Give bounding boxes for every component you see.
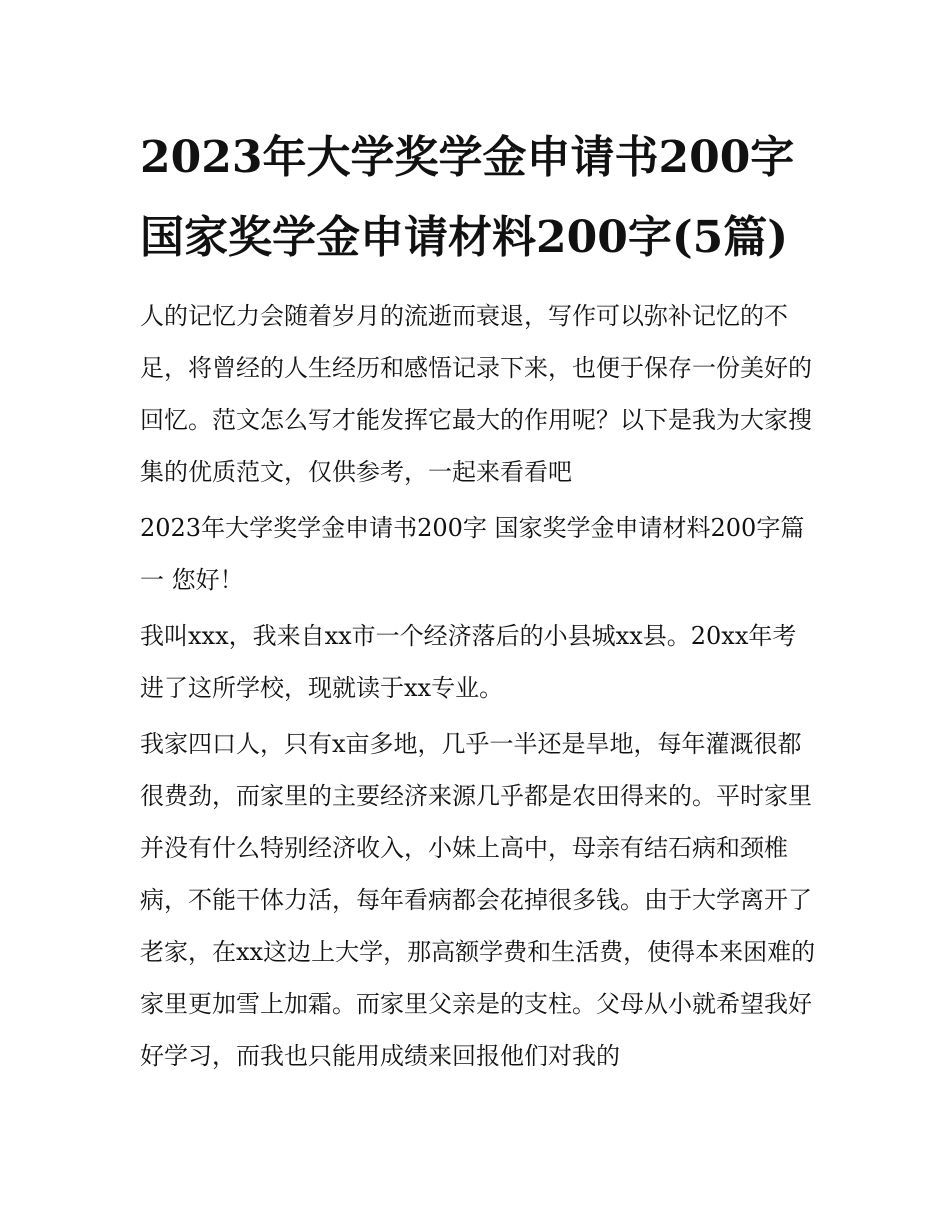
document-body — [140, 118, 820, 1082]
document-title: 2023年大学奖学金申请书200字 国家奖学金申请材料200字(5篇) — [140, 132, 795, 263]
intro-paragraph: 人的记忆力会随着岁月的流逝而衰退，写作可以弥补记忆的不足，将曾经的人生经历和感悟记录下来，也便于保存一份美好的回忆。范文怎么写才能发挥它最大的作用呢？以下是我为大家搜集的优质范文，仅供参考，一起来看看吧 — [140, 302, 812, 486]
section-heading-paragraph: 2023年大学奖学金申请书200字 国家奖学金申请材料200字篇一 您好！ — [140, 514, 805, 594]
family-situation-paragraph: 我家四口人，只有x亩多地，几乎一半还是旱地，每年灌溉很都很费劲，而家里的主要经济来源几乎都是农田得来的。平时家里并没有什么特别经济收入，小妹上高中，母亲有结石病和颈椎病，不能干体力活，每年看病都会花掉很多钱。由于大学离开了老家，在xx这边上大学，那高额学费和生活费，使得本来困难的家里更加雪上加霜。而家里父亲是的支柱。父母从小就希望我好好学习，而我也只能用成绩来回报他们对我的 — [140, 730, 816, 1070]
self-introduction-paragraph: 我叫xxx，我来自xx市一个经济落后的小县城xx县。20xx年考进了这所学校，现就读于xx专业。 — [140, 622, 797, 702]
